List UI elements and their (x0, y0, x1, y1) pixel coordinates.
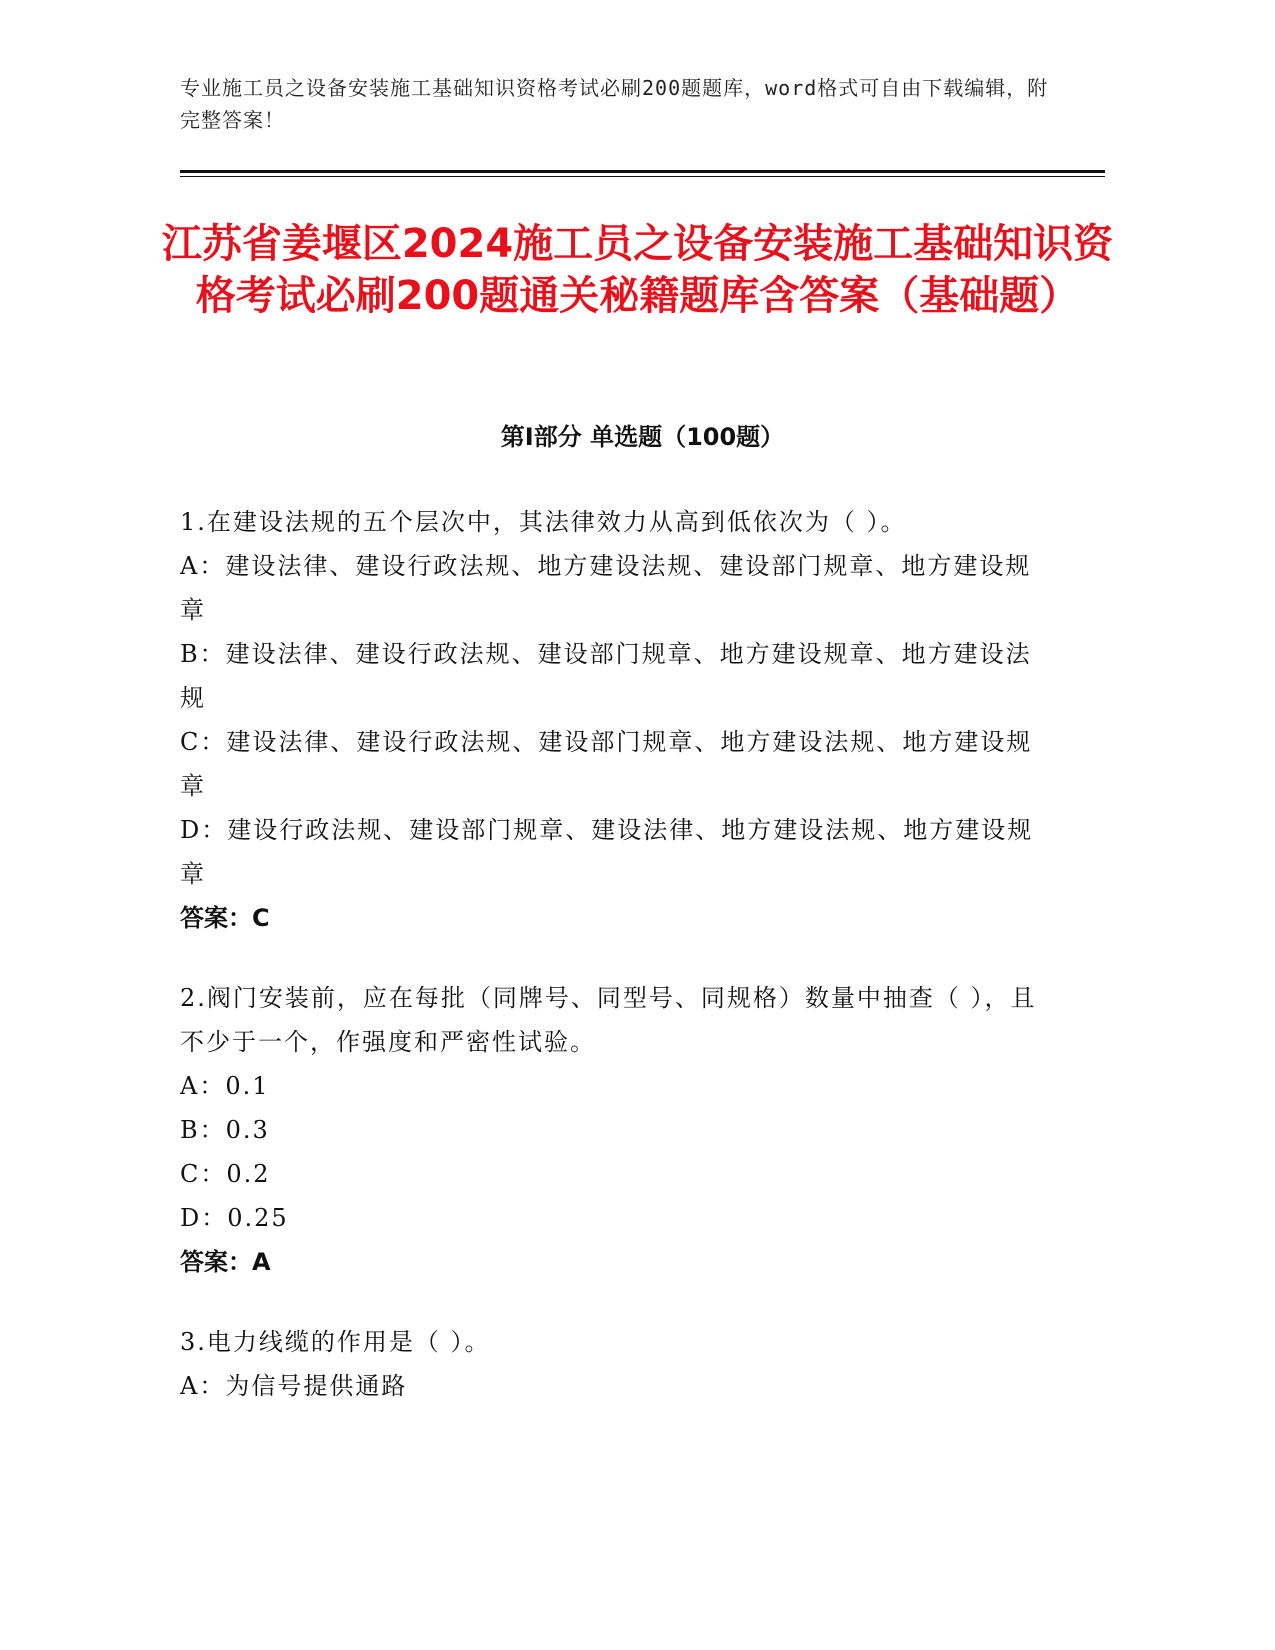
header-note: 专业施工员之设备安装施工基础知识资格考试必刷200题题库，word格式可自由下载编辑，附完整答案！ (180, 76, 1049, 132)
section-heading: 第Ⅰ部分 单选题（100题） (500, 423, 785, 451)
question-stem: 3.电力线缆的作用是（ ）。 (180, 1328, 491, 1356)
question-3 (180, 1320, 1040, 1408)
option-c: C：建设法律、建设行政法规、建设部门规章、地方建设法规、地方建设规章 (180, 728, 1033, 800)
question-1 (180, 500, 1040, 940)
document-title: 江苏省姜堰区2024施工员之设备安装施工基础知识资格考试必刷200题通关秘籍题库含答案（基础题） (161, 221, 1114, 319)
answer: 答案：A (180, 1248, 271, 1276)
answer: 答案：C (180, 904, 270, 932)
option-b: B：建设法律、建设行政法规、建设部门规章、地方建设规章、地方建设法规 (180, 640, 1032, 712)
header-divider-thick (180, 170, 1105, 173)
question-stem: 1.在建设法规的五个层次中，其法律效力从高到低依次为（ ）。 (180, 508, 907, 536)
option-d: D：建设行政法规、建设部门规章、建设法律、地方建设法规、地方建设规章 (180, 816, 1034, 888)
option-a: A：为信号提供通路 (180, 1372, 408, 1400)
header-divider-thin (180, 176, 1105, 177)
option-b: B：0.3 (180, 1116, 270, 1144)
option-a: A：建设法律、建设行政法规、地方建设法规、建设部门规章、地方建设规章 (180, 552, 1032, 624)
question-stem: 2.阀门安装前，应在每批（同牌号、同型号、同规格）数量中抽查（ ），且不少于一个，作强度和严密性试验。 (180, 984, 1037, 1056)
question-list (180, 500, 1040, 1444)
question-2 (180, 976, 1040, 1284)
option-a: A：0.1 (180, 1072, 270, 1100)
option-d: D：0.25 (180, 1204, 289, 1232)
option-c: C：0.2 (180, 1160, 271, 1188)
